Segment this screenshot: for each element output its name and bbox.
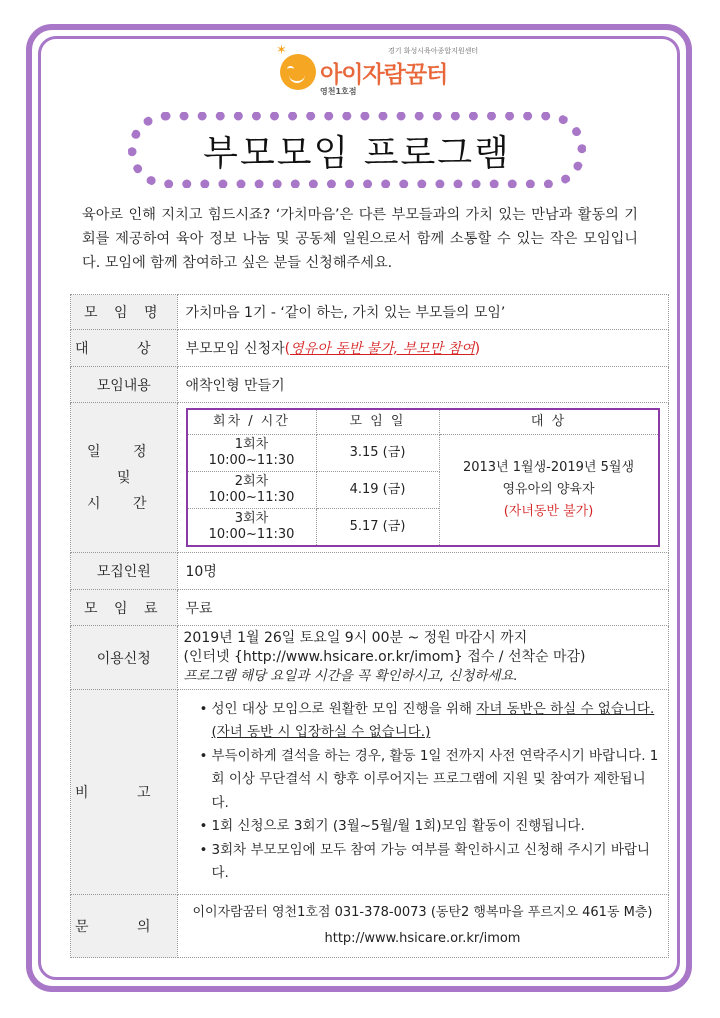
row-capacity [71,552,669,589]
list-item: • 3회차 부모모임에 모두 참여 가능 여부를 확인하시고 신청해 주시기 바랍니다. [200,839,660,886]
contact-url[interactable]: http://www.hsicare.or.kr/imom [324,930,521,946]
intro-paragraph: 육아로 인해 지치고 힘드시죠? ‘가치마음’은 다른 부모들과의 가치 있는 만남과 활동의 기회를 제공하여 육아 정보 나눔 및 공동체 일원으로서 함께 소통할 수 있는 작은 모임입니다. 모임에 함께 참여하고 싶은 분들 신청해주세요. [82,207,638,271]
apply-notice: 프로그램 해당 요일과 시간을 꼭 확인하시고, 신청하세요. [183,668,518,685]
session-time: 10:00~11:30 [208,453,295,469]
target-note: 영유아 동반 불가, 부모만 참여 [290,340,475,357]
label-name: 모 임 명 [71,295,178,330]
label-contact: 문 의 [71,894,178,957]
label-apply: 이용신청 [71,626,178,689]
list-item [200,698,660,745]
logo-org: 경기 화성시육아종합지원센터 [388,47,479,55]
session-date: 5.17 (금) [316,509,439,546]
value-fee: 무료 [177,589,668,626]
value-name: 가치마음 1기 - ‘같이 하는, 가치 있는 부모들의 모임’ [177,295,668,330]
value-contact [177,894,668,957]
session-round: 1회차 [234,437,269,453]
session-row [187,435,659,472]
row-contact [71,894,669,957]
title-box [128,112,586,188]
session-round-cell [187,509,317,546]
label-schedule-1: 일 정 [87,443,161,460]
target-paren-close: ) [474,340,481,357]
contact-address: 이이자람꿈터 영천1호점 031-378-0073 (동탄2 행복마을 푸르지오 461동 M층) [192,904,653,920]
header-date: 모 임 일 [316,409,439,435]
note-1a: 성인 대상 모임으로 원활한 모임 진행을 위해 [211,700,477,717]
row-schedule [71,403,669,552]
label-content: 모임내용 [71,366,178,403]
row-fee [71,589,669,626]
label-schedule-3: 시 간 [87,495,161,512]
apply-method: (인터넷 {http://www.hsicare.or.kr/imom} 접수 / 선착순 마감) [183,649,586,666]
schedule-target-line2: 영유아의 양육자 [502,482,595,498]
row-name [71,295,669,330]
label-notes: 비 고 [71,689,178,894]
session-date: 4.19 (금) [316,472,439,509]
session-round-cell [187,435,317,472]
schedule-target-line3: (자녀동반 불가) [503,504,594,520]
list-item: • 부득이하게 결석을 하는 경우, 활동 1일 전까지 사전 연락주시기 바랍니다. 1회 이상 무단결석 시 향후 이루어지는 프로그램에 지원 및 참여가 제한됩니다. [200,745,660,816]
value-apply [177,626,668,689]
logo-name: 아이자람꿈터 [320,62,448,88]
value-capacity: 10명 [177,552,668,589]
target-value: 부모모임 신청자 [185,340,285,357]
logo-branch: 영천1호점 [320,87,357,96]
session-time: 10:00~11:30 [208,490,295,506]
schedule-target-line1: 2013년 1월생-2019년 5월생 [462,460,634,476]
schedule-header-row [187,409,659,435]
value-notes [177,689,668,894]
session-round: 3회차 [234,511,269,527]
note-1b: 자녀 동반은 하실 수 없습니다.(자녀 동반 시 입장하실 수 없습니다.) [211,700,655,741]
target-paren-open: ( [284,340,291,357]
label-schedule-2: 및 [116,469,131,486]
row-content [71,366,669,403]
row-target [71,329,669,366]
value-target [177,329,668,366]
session-round-cell [187,472,317,509]
label-target: 대 상 [71,329,178,366]
smiley-face-icon [280,54,316,90]
logo [276,43,479,100]
apply-period: 2019년 1월 26일 토요일 9시 00분 ~ 정원 마감시 까지 [183,630,528,647]
star-icon: ✶ [276,43,287,58]
list-item: • 1회 신청으로 3회기 (3월~5월/월 1회)모임 활동이 진행됩니다. [200,815,660,839]
header-target: 대 상 [439,409,659,435]
info-table [70,294,669,958]
row-apply [71,626,669,689]
row-notes [71,689,669,894]
session-date: 3.15 (금) [316,435,439,472]
header-round: 회차 / 시간 [187,409,317,435]
value-content: 애착인형 만들기 [177,366,668,403]
value-schedule [177,403,668,552]
label-capacity: 모집인원 [71,552,178,589]
notes-list [186,698,660,886]
session-time: 10:00~11:30 [208,527,295,543]
page-title: 부모모임 프로그램 [203,132,511,174]
label-fee: 모 임 료 [71,589,178,626]
schedule-target-cell [439,435,659,546]
schedule-table [186,408,660,547]
label-schedule [71,403,178,552]
session-round: 2회차 [234,474,269,490]
